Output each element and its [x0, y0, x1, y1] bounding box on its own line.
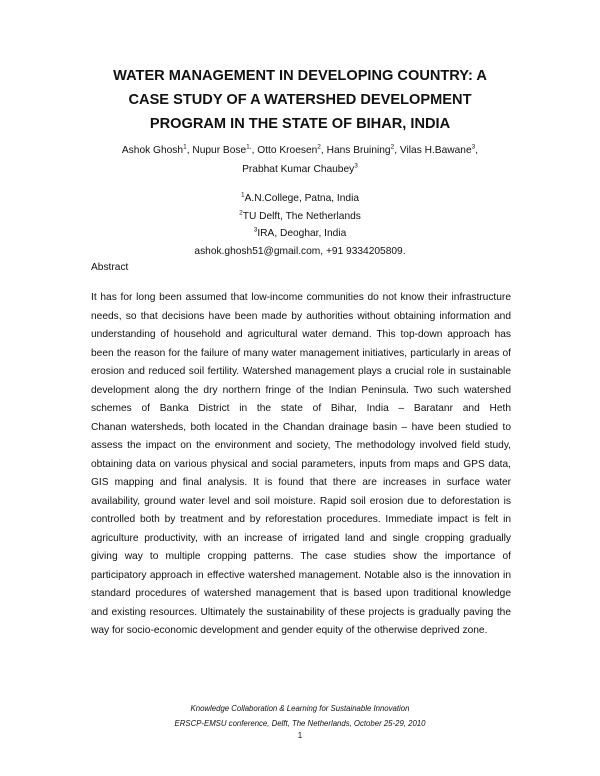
affiliation — [60, 190, 540, 208]
abstract-line: availability, ground water level and soil moisture. Rapid soil erosion due to deforestation is — [91, 495, 511, 507]
title-line: WATER MANAGEMENT IN DEVELOPING COUNTRY: A — [113, 68, 487, 84]
abstract-line: obtaining data on various physical and social parameters, inputs from maps and GPS data, — [91, 458, 511, 470]
abstract-heading: Abstract — [91, 262, 129, 273]
abstract-line: needs, so that decisions have been made by authorities without obtaining information and — [91, 310, 511, 322]
affiliation-text: A.N.College, Patna, India — [244, 193, 360, 204]
title-line: CASE STUDY OF A WATERSHED DEVELOPMENT — [128, 92, 472, 108]
affiliation-text: IRA, Deoghar, India — [257, 228, 347, 239]
affiliation — [60, 208, 540, 226]
author-line — [60, 160, 540, 179]
abstract-line: schemes of Banka District in the state of Bihar, India – Baratanr and Heth — [91, 403, 511, 414]
abstract-line: erosion and reduced soil fertility. Watershed management plays a crucial role in sustainable — [91, 366, 511, 377]
author-name: Vilas H.Bawane — [399, 145, 472, 156]
title-line: PROGRAM IN THE STATE OF BIHAR, INDIA — [149, 116, 451, 132]
author-affiliation-mark: 2 — [317, 143, 321, 151]
author-name: Nupur Bose — [192, 145, 247, 156]
footer-line: ERSCP-EMSU conference, Delft, The Netherlands, October 25-29, 2010 — [174, 718, 426, 728]
author-affiliation-mark: 3 — [354, 162, 358, 170]
author-affiliation-mark: 2 — [390, 143, 395, 151]
affiliation-mark: 1 — [240, 191, 245, 199]
abstract-line: giving way to multiple cropping patterns. The case studies show the importance of — [91, 551, 511, 562]
author-affiliation-mark: 1, — [246, 143, 252, 151]
abstract-line: It has for long been assumed that low-income communities do not know their infrastructure — [91, 292, 511, 303]
contact-info: ashok.ghosh51@gmail.com, +91 9334205809. — [194, 245, 406, 257]
abstract-body — [91, 289, 511, 641]
affiliation-mark: 3 — [253, 226, 258, 234]
affiliation-mark: 2 — [239, 209, 243, 217]
abstract-line: been the reason for the failure of many water management initiatives, particularly in areas of — [91, 347, 511, 359]
abstract-line: controlled both by treatment and by reforestation procedures. Immediate impact is felt in — [91, 514, 511, 525]
author-affiliation-mark: 3 — [471, 143, 476, 151]
page-footer — [60, 702, 540, 731]
abstract-line: agriculture productivity, with an increase of irrigated land and single cropping gradually — [91, 532, 511, 544]
footer-line: Knowledge Collaboration & Learning for Sustainable Innovation — [190, 704, 410, 713]
page-number: 1 — [297, 731, 303, 740]
abstract-line: development along the dry northern fringe of the Indian Peninsula. Two such watershed — [91, 384, 511, 396]
author-line: Ashok Ghosh$^1$, Nupur Bose$^{1,}$, Otto Kroesen$^2$, Hans Bruining$^2$, Vilas H.Bawane$^3$, — [121, 143, 479, 156]
abstract-line: assess the impact on the environment and society, The methodology involved field study, — [91, 440, 511, 451]
author-name: Hans Bruining — [326, 145, 391, 156]
abstract-line: standard procedures of watershed management that is based upon traditional knowledge — [91, 588, 511, 599]
abstract-line: GIS mapping and final analysis. It is found that there are increases in surface water — [91, 477, 511, 488]
author-name: Ashok Ghosh — [121, 145, 184, 156]
abstract-line: Chanan watersheds, both located in the Chandan drainage basin – have been studied to — [91, 421, 511, 433]
affiliation-list — [60, 190, 540, 260]
abstract-line: way for socio-economic development and gender equity of the otherwise deprived zone. — [91, 625, 488, 636]
author-affiliation-mark: 1 — [183, 143, 187, 151]
abstract-line: understanding of household and agricultural water demand. This top-down approach has — [91, 329, 511, 340]
author-list — [60, 141, 540, 179]
abstract-line: and existing resources. Ultimately the sustainability of these projects is gradually paving the — [91, 606, 511, 618]
affiliation — [60, 225, 540, 243]
affiliation-text: TU Delft, The Netherlands — [242, 210, 361, 222]
paper-title — [60, 64, 540, 136]
author-name: Otto Kroesen — [257, 145, 318, 156]
author-name: Prabhat Kumar Chaubey — [242, 164, 355, 175]
abstract-line: participatory approach in effective watershed management. Notable also is the innovation in — [91, 569, 511, 581]
